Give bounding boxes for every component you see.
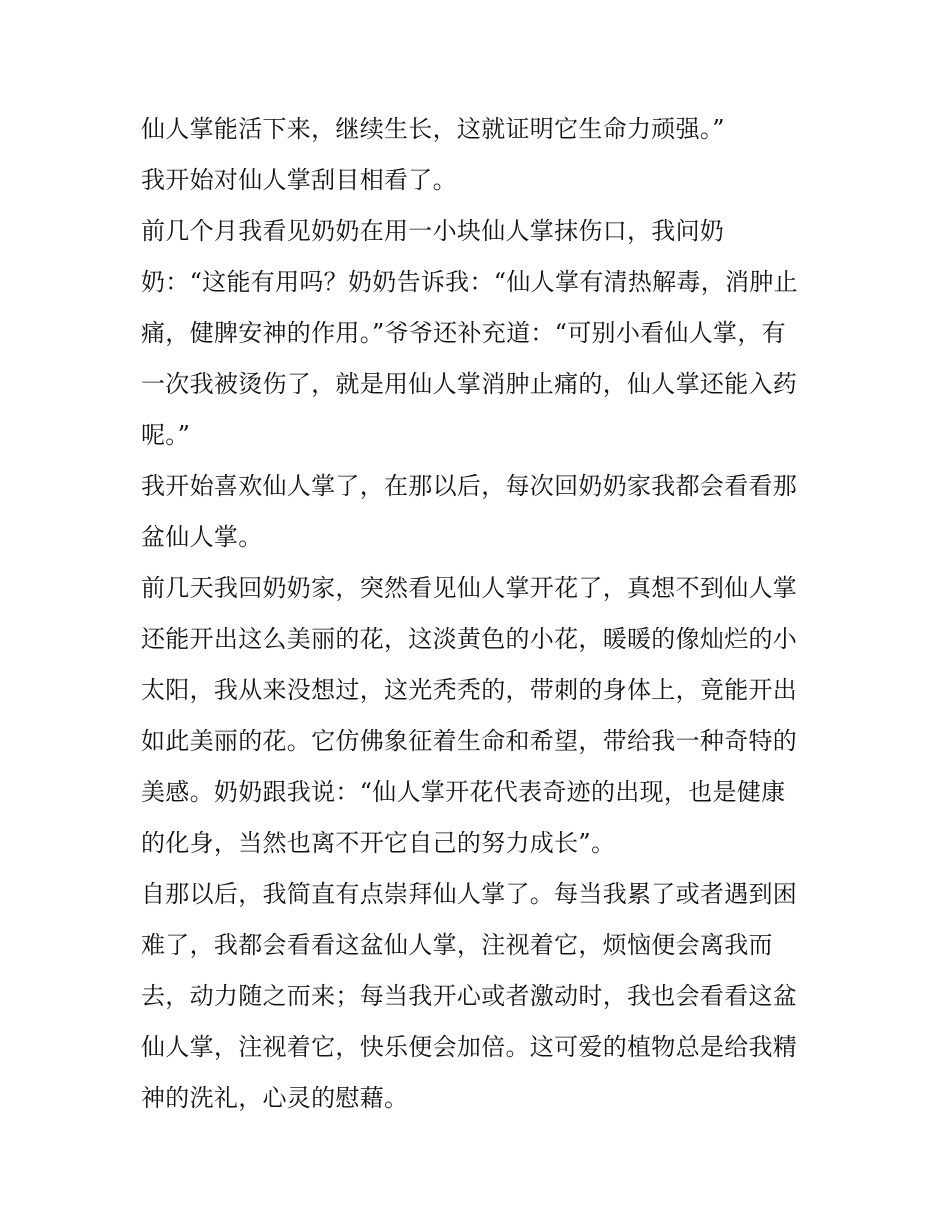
text-line: 前几天我回奶奶家，突然看见仙人掌开花了，真想不到仙人掌: [141, 574, 798, 602]
text-line: 前几个月我看见奶奶在用一小块仙人掌抹伤口，我问奶: [141, 217, 725, 245]
text-line: 盆仙人掌。: [141, 523, 263, 551]
text-line: 奶：“这能有用吗？奶奶告诉我：“仙人掌有清热解毒，消肿止: [141, 268, 798, 296]
text-line: 美感。奶奶跟我说：“仙人掌开花代表奇迹的出现，也是健康: [141, 778, 786, 806]
text-line: 的化身，当然也离不开它自己的努力成长”。: [141, 829, 616, 857]
text-line: 仙人掌，注视着它，快乐便会加倍。这可爱的植物总是给我精: [141, 1033, 798, 1061]
text-line: 一次我被烫伤了，就是用仙人掌消肿止痛的，仙人掌还能入药: [141, 370, 798, 398]
text-line: 太阳，我从来没想过，这光秃秃的，带刺的身体上，竟能开出: [141, 676, 798, 704]
text-line: 还能开出这么美丽的花，这淡黄色的小花，暖暖的像灿烂的小: [141, 625, 798, 653]
text-line: 我开始对仙人掌刮目相看了。: [141, 166, 457, 194]
text-line: 我开始喜欢仙人掌了，在那以后，每次回奶奶家我都会看看那: [141, 472, 798, 500]
text-line: 仙人掌能活下来，继续生长，这就证明它生命力顽强。”: [141, 115, 725, 143]
text-line: 痛，健脾安神的作用。”爷爷还补充道：“可别小看仙人掌，有: [141, 319, 786, 347]
text-line: 去，动力随之而来；每当我开心或者激动时，我也会看看这盆: [141, 982, 798, 1010]
body-text: [141, 104, 821, 1124]
text-line: 自那以后，我简直有点崇拜仙人掌了。每当我累了或者遇到困: [141, 880, 798, 908]
text-line: 神的洗礼，心灵的慰藉。: [141, 1084, 409, 1112]
text-line: 如此美丽的花。它仿佛象征着生命和希望，带给我一种奇特的: [141, 727, 798, 755]
text-line: 呢。”: [141, 421, 191, 449]
text-line: 难了，我都会看看这盆仙人掌，注视着它，烦恼便会离我而: [141, 931, 773, 959]
